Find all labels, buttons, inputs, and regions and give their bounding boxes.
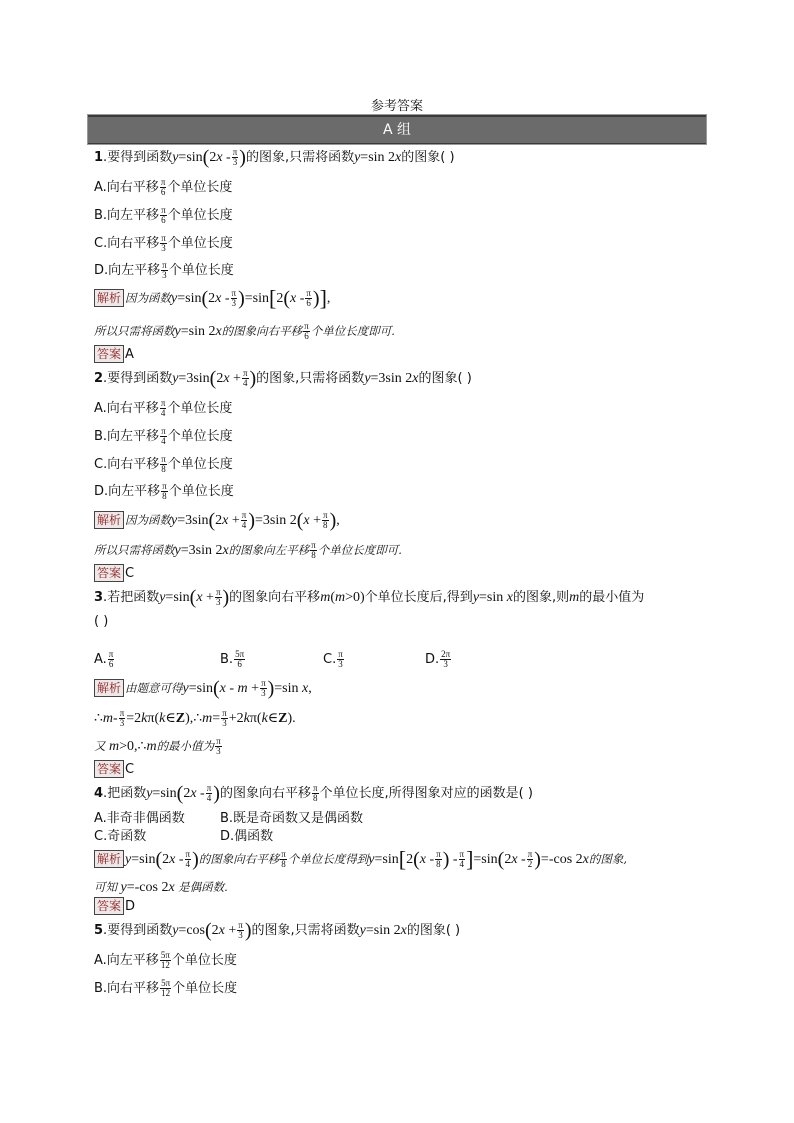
analysis: 解析 y=sin(2x - $\frac{\pi}{4}$ )的图象向右平移 $\frac{\pi}{8}$ 个单位长度得到y=sin[2(x - $\frac{\pi}{8}$ ) - $\frac{\pi}{4}$ ]=sin(2x - $\frac{\pi}{2}$ )=-cos 2x的图象,	[94, 850, 627, 869]
analysis: 解析 因为函数y=sin(2x - $\frac{\pi}{3}$ )=sin[2(x - $\frac{\pi}{6}$ )],	[94, 289, 330, 308]
analysis: 解析 因为函数y=3sin(2x + $\frac{\pi}{4}$ )=3sin 2(x + $\frac{\pi}{8}$ ),	[94, 511, 340, 530]
option-d: D. $\frac{2\pi}{3}$	[425, 649, 451, 669]
question-1: 1.要得到函数y=sin(2x - $\frac{\pi}{3}$ )的图象,只需将函数y=sin 2x的图象( )	[94, 146, 455, 169]
question-number: 1	[94, 150, 104, 165]
options-row-1	[94, 810, 494, 828]
option-d: D.向左平移 $\frac{\pi}{3}$ 个单位长度	[94, 260, 234, 280]
analysis-tag: 解析	[94, 289, 124, 307]
option-c: C.向右平移 $\frac{\pi}{3}$ 个单位长度	[94, 233, 233, 253]
option-b: B.向右平移 $\frac{5\pi}{12}$ 个单位长度	[94, 978, 238, 998]
option-b: B. $\frac{5\pi}{6}$	[220, 649, 245, 669]
page-title: 参考答案	[370, 99, 423, 114]
option-c: C. $\frac{\pi}{3}$	[323, 649, 343, 669]
question-2: 2.要得到函数y=3sin(2x + $\frac{\pi}{4}$ )的图象,只需将函数y=3sin 2x的图象( )	[94, 367, 472, 390]
option-a: A.向左平移 $\frac{5\pi}{12}$ 个单位长度	[94, 950, 237, 970]
answer-tag: 答案	[94, 345, 124, 363]
option-a: A. $\frac{\pi}{6}$	[94, 649, 114, 669]
analysis-line-2: 可知 y=-cos 2x 是偶函数.	[94, 880, 228, 895]
option-b: B.向左平移 $\frac{\pi}{4}$ 个单位长度	[94, 426, 233, 446]
analysis-line-2: 所以只需将函数y=3sin 2x的图象向左平移 $\frac{\pi}{8}$ 个单位长度即可.	[94, 540, 402, 560]
answer: 答案 D	[94, 897, 135, 916]
option-b: B.向左平移 $\frac{\pi}{6}$ 个单位长度	[94, 205, 233, 225]
analysis: 解析 由题意可得y=sin(x - m + $\frac{\pi}{3}$ )=sin x,	[94, 679, 312, 698]
analysis-line-2: 所以只需将函数y=sin 2x的图象向右平移 $\frac{\pi}{6}$ 个单位长度即可.	[94, 321, 395, 341]
options-row-2	[94, 828, 494, 846]
analysis-line-2: ∴m- $\frac{\pi}{3}$ =2kπ(k∈Z),∴m= $\frac{\pi}{3}$ +2kπ(k∈Z).	[94, 708, 296, 728]
option-a: A.非奇非偶函数	[94, 811, 185, 826]
analysis-line-3: 又 m>0,∴m的最小值为 $\frac{\pi}{3}$	[94, 736, 221, 756]
option-a: A.向右平移 $\frac{\pi}{4}$ 个单位长度	[94, 398, 233, 418]
answer: 答案 C	[94, 564, 134, 583]
answer: 答案 A	[94, 345, 134, 364]
question-4: 4.把函数y=sin(2x - $\frac{\pi}{4}$ )的图象向右平移 $\frac{\pi}{8}$ 个单位长度,所得图象对应的函数是( )	[94, 782, 533, 805]
option-d: D.偶函数	[220, 829, 274, 844]
answer: 答案 C	[94, 760, 134, 779]
option-b: B.既是奇函数又是偶函数	[220, 811, 364, 826]
group-header: A 组	[88, 115, 706, 144]
question-3: 3.若把函数y=sin(x + $\frac{\pi}{3}$ )的图象向右平移m(m>0)个单位长度后,得到y=sin x的图象,则m的最小值为	[94, 586, 645, 609]
option-a: A.向右平移 $\frac{\pi}{6}$ 个单位长度	[94, 177, 233, 197]
question-3-paren: ( )	[94, 614, 109, 629]
options-row	[94, 650, 494, 674]
option-c: C.向右平移 $\frac{\pi}{8}$ 个单位长度	[94, 454, 233, 474]
option-c: C.奇函数	[94, 829, 147, 844]
option-d: D.向左平移 $\frac{\pi}{8}$ 个单位长度	[94, 481, 234, 501]
question-5: 5.要得到函数y=cos(2x + $\frac{\pi}{3}$ )的图象,只需将函数y=sin 2x的图象( )	[94, 919, 461, 942]
